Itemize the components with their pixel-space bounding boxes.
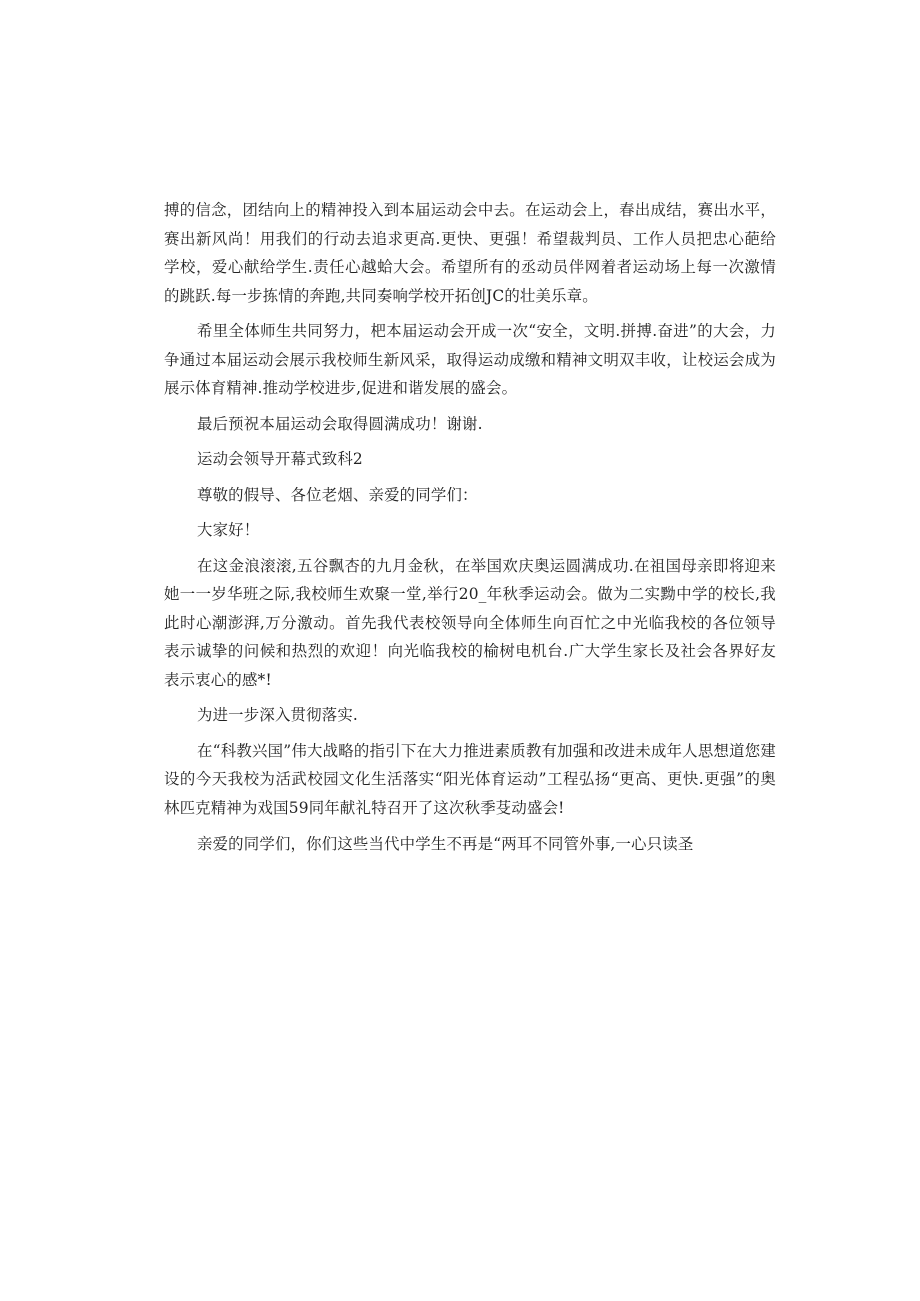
paragraph-further: 为进一步深入贯彻落实. (197, 706, 358, 724)
document-body (164, 196, 776, 859)
paragraph-students: 亲爱的同学们，你们这些当代中学生不再是“两耳不同管外事,一心只读圣 (197, 835, 694, 853)
paragraph-closing-spirit: 搏的信念，团结向上的精神投入到本届运动会中去。在运动会上，春出成结，赛出水平，赛出新风尚！用我们的行动去追求更高.更快、更强！希望裁判员、工作人员把忠心葩给学校，爱心献给学生.责任心越蛤大会。希望所有的丞动员伴网着者运动场上每一次激情的跳跃.每一步拣情的奔跑,共同奏响学校开拓创JC的壮美乐章。 (164, 201, 776, 305)
paragraph-wishes: 最后预祝本届运动会取得圆满成功！谢谢. (197, 414, 483, 433)
paragraph-opening: 在这金浪滚滚,五谷飘杏的九月金秋，在举国欢庆奥运圆满成功.在祖国母亲即将迎来她一一岁华班之际,我校师生欢聚一堂,举行20_年秋季运动会。做为二实黝中学的校长,我此时心潮澎湃,万分激动。首先我代表校领导向全体师生向百忙之中光临我校的各位领导表示诚挚的问候和热烈的欢迎！向光临我校的榆树电机台.广大学生家长及社会各界好友表示衷心的感*! (164, 556, 776, 689)
paragraph-hope: 希里全体师生共同努力，杷本届运动会开成一次“安全，文明.拼搏.奋进”的大会，力争通过本届运动会展示我校师生新风采，取得运动成缴和精神文明双丰收，让校运会成为展示体育精神.推动学校进步,促进和谐发展的盛会。 (164, 322, 776, 397)
greeting: 大家好！ (197, 521, 260, 539)
salutation: 尊敬的假导、各位老烟、亲爱的同学们： (197, 485, 478, 504)
section-title: 运动会领导开幕式致科2 (197, 450, 363, 468)
paragraph-strategy: 在“科教兴国”伟大战略的指引下在大力推进素质教有加强和改进未成年人思想道您建设的今天我校为活武校园文化生活落实“阳光体育运动”工程弘扬“更高、更快.更强”的奥林匹克精神为戏国59同年献礼特召开了这次秋季芟动盛会! (164, 741, 776, 817)
